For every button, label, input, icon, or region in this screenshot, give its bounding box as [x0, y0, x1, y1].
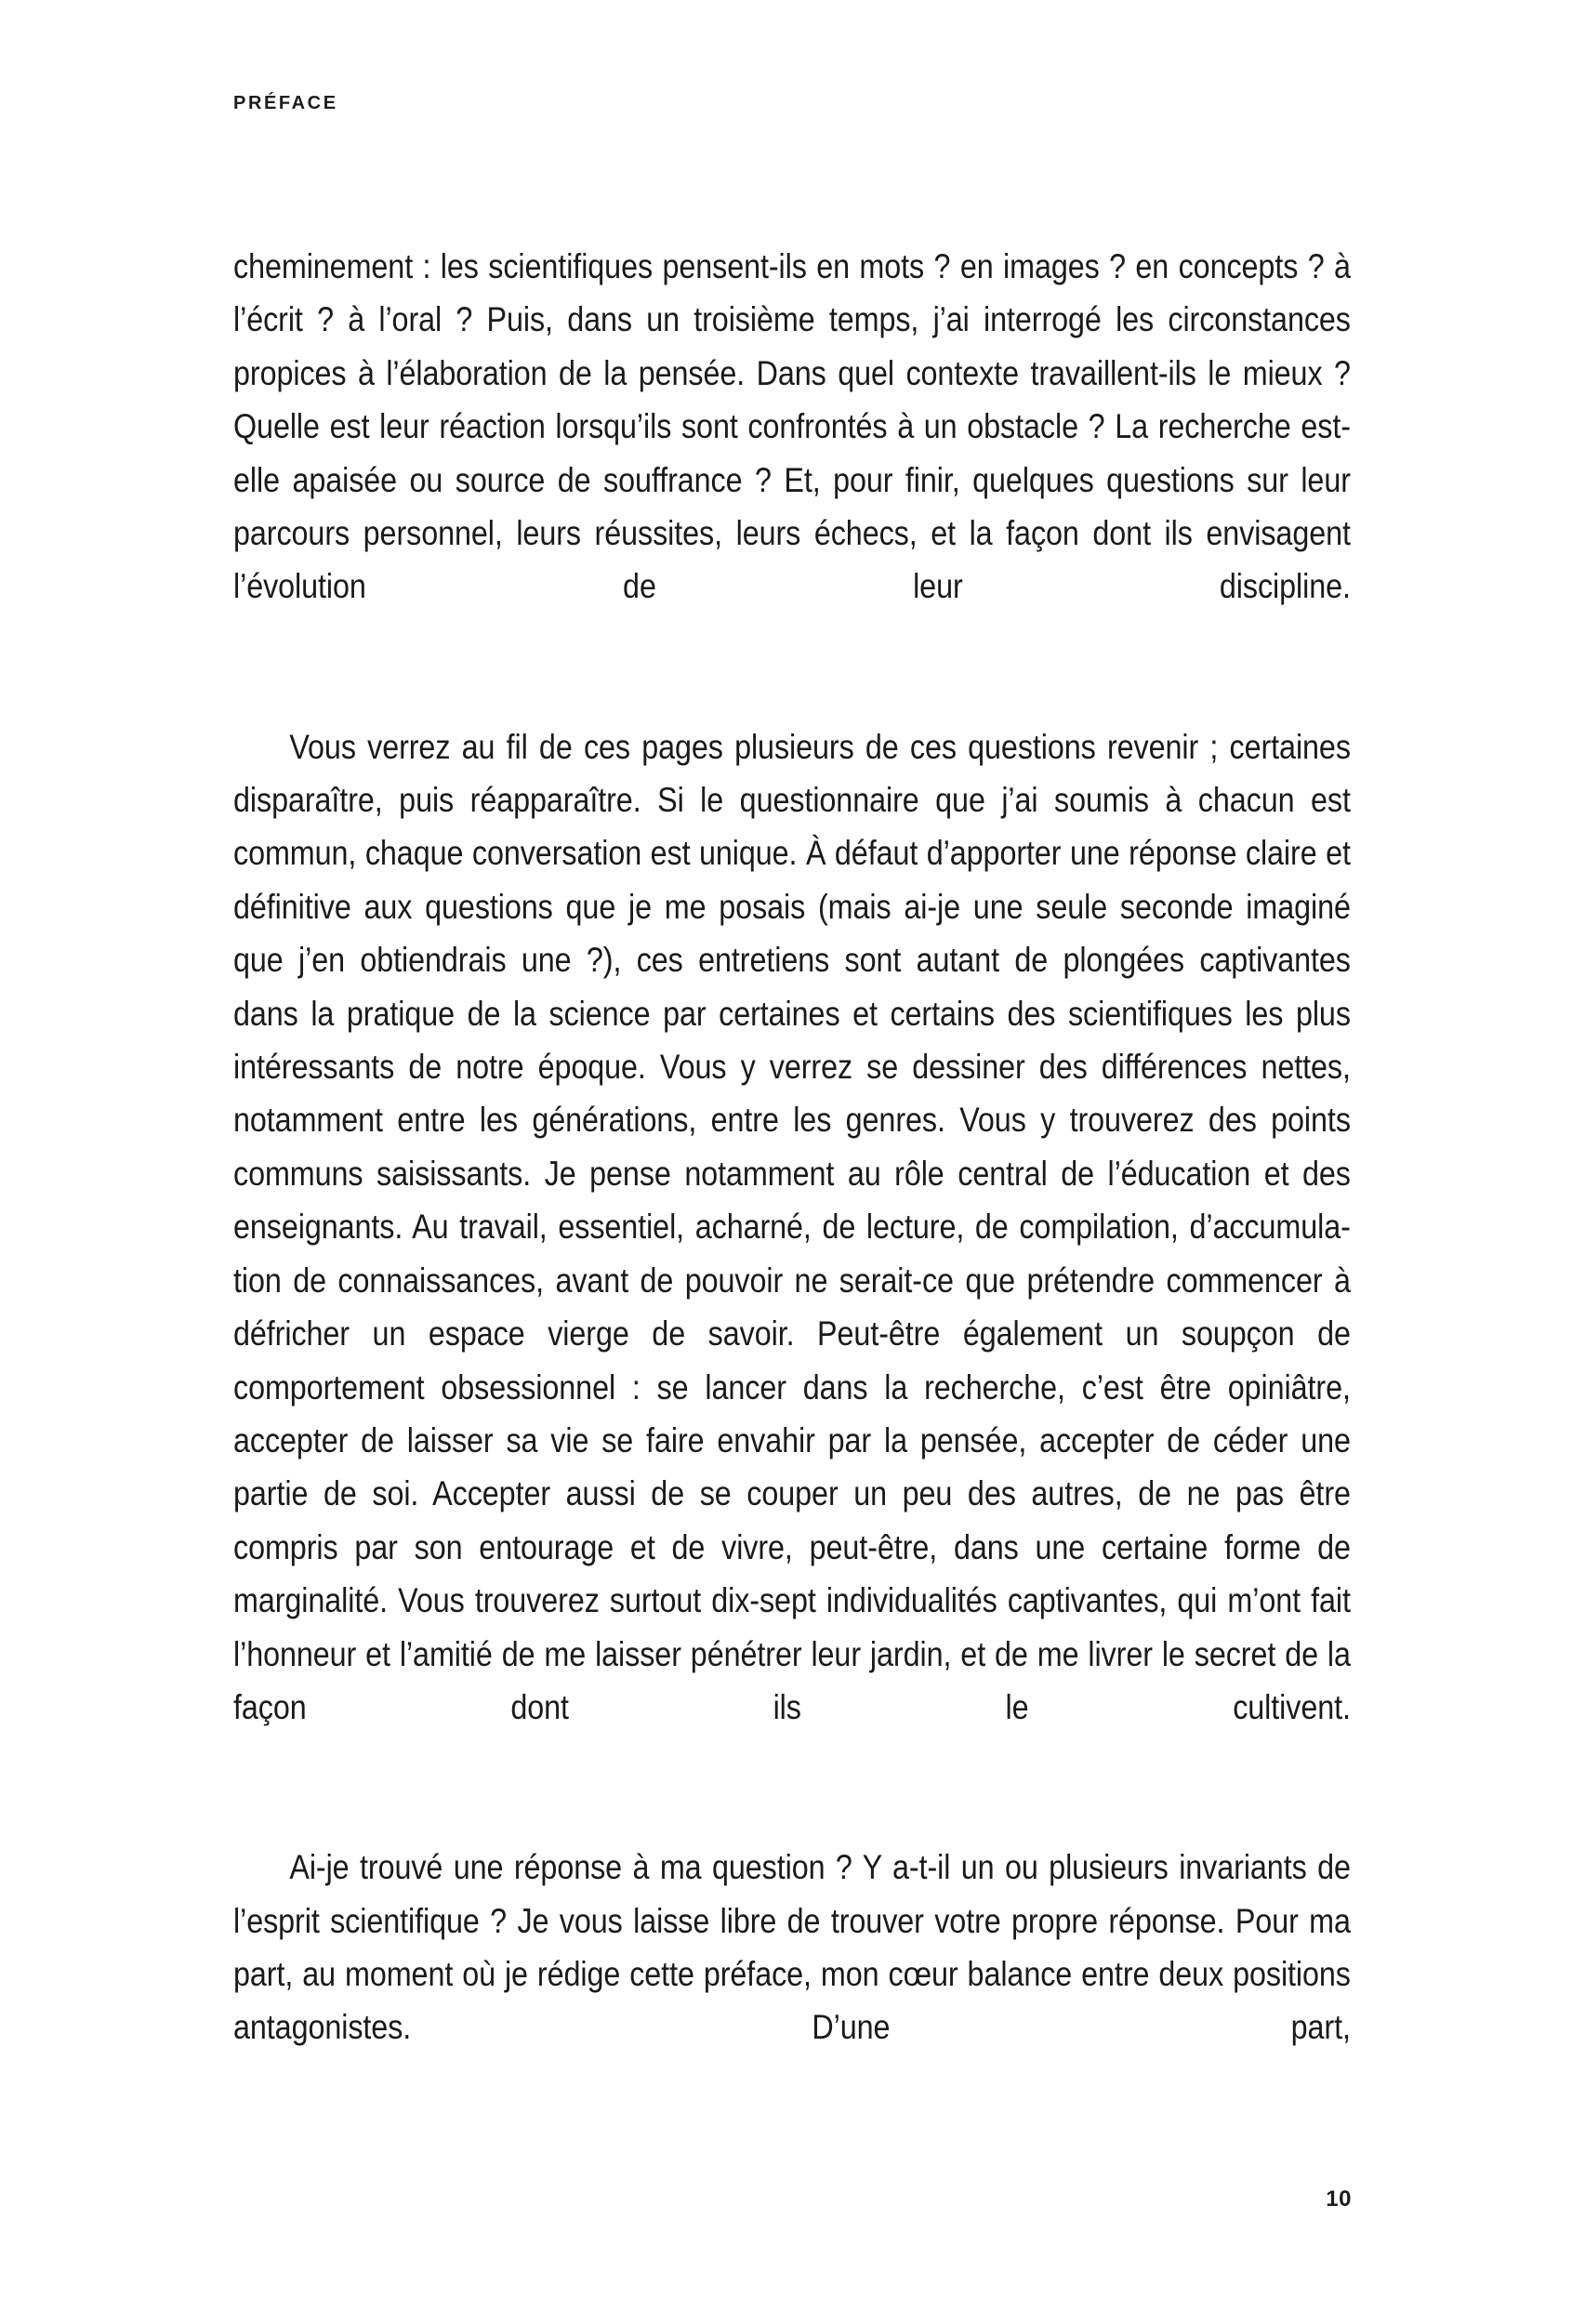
body-text-block	[233, 240, 1351, 2107]
running-head: PRÉFACE	[233, 93, 338, 113]
body-paragraph: Vous verrez au fil de ces pages plusieurs de ces questions revenir ; certaines disparaître, puis réapparaître. Si le questionnaire que j’ai soumis à chacun est commun, chaque conversation est unique. À défaut d’apporter une réponse claire et définitive aux questions que je me posais (mais ai-je une seule seconde imaginé que j’en obtiendrais une ?), ces entretiens sont autant de plongées captivantes dans la pratique de la science par certaines et certains des scientifiques les plus intéressants de notre époque. Vous y verrez se dessiner des différences nettes, notamment entre les générations, entre les genres. Vous y trouverez des points communs saisissants. Je pense notamment au rôle central de l’éducation et des enseignants. Au travail, essentiel, acharné, de lecture, de compilation, d’accumulation de connaissances, avant de pouvoir ne serait-ce que prétendre commencer à défricher un espace vierge de savoir. Peut-être également un soupçon de comportement obsessionnel : se lancer dans la recherche, c’est être opiniâtre, accepter de laisser sa vie se faire envahir par la pensée, accepter de céder une partie de soi. Accepter aussi de se couper un peu des autres, de ne pas être compris par son entourage et de vivre, peut-être, dans une certaine forme de marginalité. Vous trouverez surtout dix-sept individualités captivantes, qui m’ont fait l’honneur et l’amitié de me laisser pénétrer leur jardin, et de me livrer le secret de la façon dont ils le cultivent.	[233, 726, 1351, 1726]
body-paragraph: cheminement : les scientifiques pensent-ils en mots ? en images ? en concepts ? à l’écrit ? à l’oral ? Puis, dans un troisième temps, j’ai interrogé les circonstances propices à l’élaboration de la pensée. Dans quel contexte travaillent-ils le mieux ? Quelle est leur réaction lorsqu’ils sont confrontés à un obstacle ? La recherche est-elle apaisée ou source de souffrance ? Et, pour finir, quelques questions sur leur parcours personnel, leurs réussites, leurs échecs, et la façon dont ils envisagent l’évolution de leur discipline.	[233, 246, 1351, 606]
page-number: 10	[1326, 2186, 1352, 2212]
body-paragraph: Ai-je trouvé une réponse à ma question ? Y a-t-il un ou plusieurs invariants de l’esprit scientifique ? Je vous laisse libre de trouver votre propre réponse. Pour ma part, au moment où je rédige cette préface, mon cœur balance entre deux positions antagonistes. D’une part,	[233, 1847, 1351, 2047]
